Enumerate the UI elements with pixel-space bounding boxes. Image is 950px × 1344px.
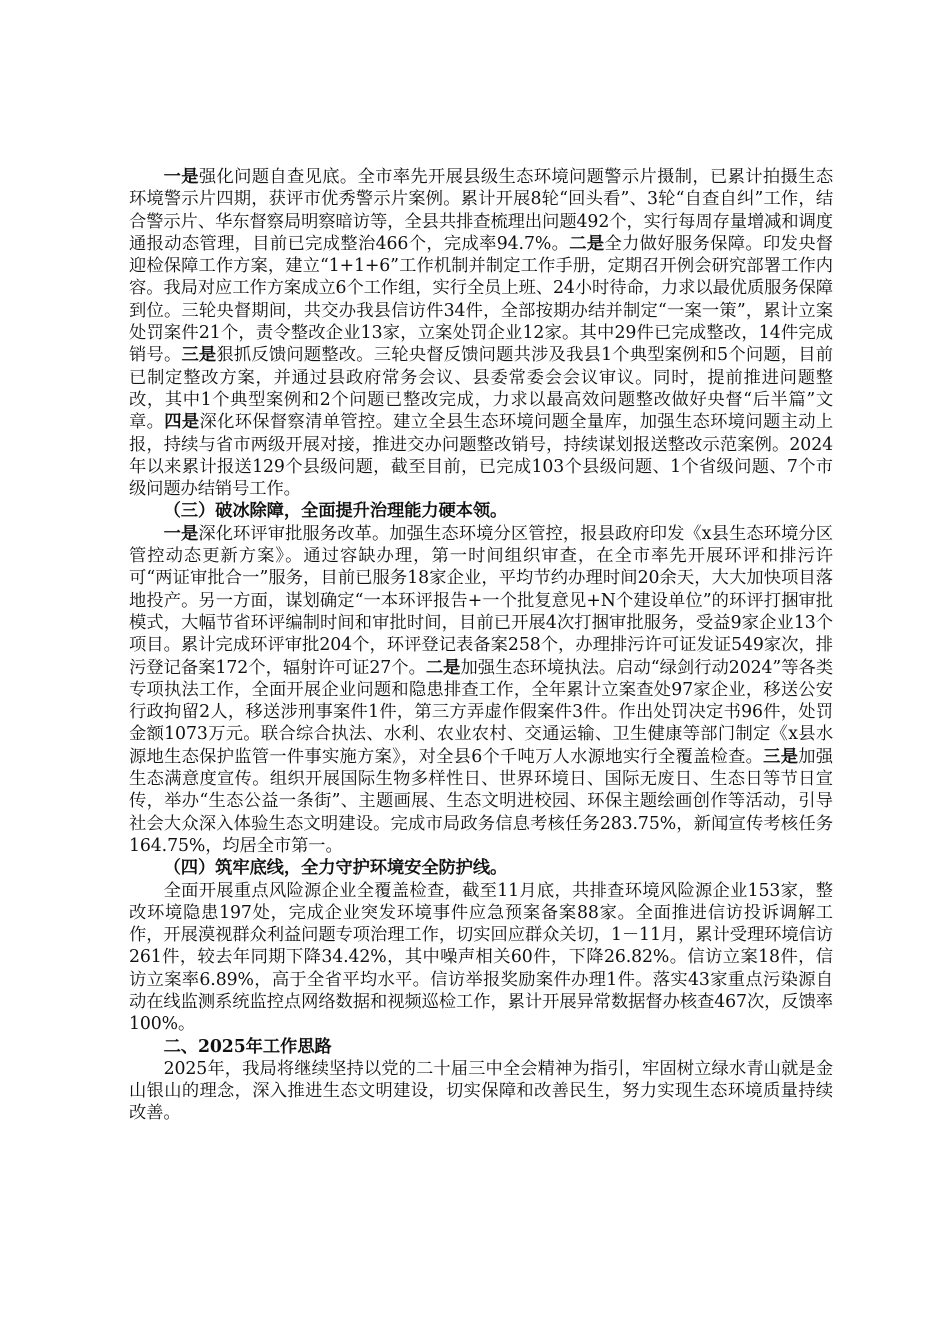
paragraph-1 (129, 166, 833, 500)
body-text: 强化问题自查见底。全市率先开展县级生态环境问题警示片摄制，已累计拍摄生态环境警示片四期，获评市优秀警示片案例。累计开展8轮“回头看”、3轮“自查自纠”工作，结合警示片、华东督察局明察暗访等，全县共排查梳理出问题492个，实行每周存量增减和调度通报动态管理，目前已完成整治466个，完成率94.7%。 (129, 167, 833, 254)
bold-lead-text: 三是 (763, 746, 799, 767)
document-body (129, 166, 833, 1125)
body-text: 2025年，我局将继续坚持以党的二十届三中全会精神为指引，牢固树立绿水青山就是金山银山的理念，深入推进生态文明建设，切实保障和改善民生，努力实现生态环境质量持续改善。 (129, 1058, 833, 1124)
bold-lead-text: 二是 (569, 233, 605, 254)
section-heading-1 (129, 500, 833, 522)
bold-lead-text: 三是 (181, 345, 217, 366)
body-text: 加强生态满意度宣传。组织开展国际生物多样性日、世界环境日、国际无废日、生态日等节日宣传，举办“生态公益一条街”、主题画展、生态文明进校园、环保主题绘画创作等活动，引导社会大众深入体验生态文明建设。完成市局政务信息考核任务283.75%，新闻宣传考核任务164.75%，均居全市第一。 (129, 746, 833, 856)
section-heading-3 (129, 1036, 833, 1058)
paragraph-3 (129, 880, 833, 1036)
bold-lead-text: 二、2025年工作思路 (163, 1036, 332, 1057)
paragraph-2 (129, 523, 833, 857)
body-text: 狠抓反馈问题整改。三轮央督反馈问题共涉及我县1个典型案例和5个问题，目前已制定整改方案，并通过县政府常务会议、县委常委会会议审议。同时，提前推进问题整改，其中1个典型案例和2个问题已整改完成，力求以最高效问题整改做好央督“后半篇”文章。 (129, 345, 833, 433)
body-text: 深化环评审批服务改革。加强生态环境分区管控，报县政府印发《x县生态环境分区管控动态更新方案》。通过容缺办理，第一时间组织审查，在全市率先开展环评和排污许可“两证审批合一”服务，目前已服务18家企业，平均节约办理时间20余天，大大加快项目落地投产。另一方面，谋划确定“一本环评报告+一个批复意见+N个建设单位”的环评打捆审批模式，大幅节省环评编制时间和审批时间，目前已开展4次打捆审批服务，受益9家企业13个项目。累计完成环评审批204个，环评登记表备案258个，办理排污许可证发证549家次，排污登记备案172个，辐射许可证27个。 (129, 523, 833, 678)
bold-lead-text: 一是 (163, 523, 199, 544)
body-text: 深化环保督察清单管控。建立全县生态环境问题全量库，加强生态环境问题主动上报，持续与省市两级开展对接，推进交办问题整改销号，持续谋划报送整改示范案例。2024年以来累计报送129个县级问题，截至目前，已完成103个县级问题、1个省级问题、7个市级问题办结销号工作。 (129, 412, 833, 500)
body-text: 全面开展重点风险源企业全覆盖检查，截至11月底，共排查环境风险源企业153家，整改环境隐患197处，完成企业突发环境事件应急预案备案88家。全面推进信访投诉调解工作，开展漠视群众利益问题专项治理工作，切实回应群众关切，1－11月，累计受理环境信访261件，较去年同期下降34.42%，其中噪声相关60件，下降26.82%。信访立案18件，信访立案率6.89%，高于全省平均水平。信访举报奖励案件办理1件。落实43家重点污染源自动在线监测系统监控点网络数据和视频巡检工作，累计开展异常数据督办核查467次，反馈率100%。 (129, 880, 833, 1035)
paragraph-4 (129, 1058, 833, 1125)
bold-lead-text: 二是 (425, 657, 461, 678)
bold-lead-text: 一是 (163, 167, 199, 187)
section-heading-2 (129, 857, 833, 879)
bold-lead-text: （三）破冰除障，全面提升治理能力硬本领。 (163, 501, 508, 522)
bold-lead-text: 四是 (164, 412, 200, 433)
body-text: 全力做好服务保障。印发央督迎检保障工作方案，建立“1+1+6”工作机制并制定工作手册，定期召开例会研究部署工作内容。我局对应工作方案成立6个工作组，实行全员上班、24小时待命，力求以最优质服务保障到位。三轮央督期间，共交办我县信访件34件，全部按期办结并制定“一案一策”，累计立案处罚案件21个，责令整改企业13家，立案处罚企业12家。其中29件已完成整改，14件完成销号。 (129, 233, 833, 366)
bold-lead-text: （四）筑牢底线，全力守护环境安全防护线。 (163, 858, 508, 879)
body-text: 加强生态环境执法。启动“绿剑行动2024”等各类专项执法工作，全面开展企业问题和隐患排查工作，全年累计立案查处97家企业，移送公安行政拘留2人，移送涉刑事案件1件，第三方弄虚作假案件3件。作出处罚决定书96件，处罚金额1073万元。联合综合执法、水利、农业农村、交通运输、卫生健康等部门制定《x县水源地生态保护监管一件事实施方案》，对全县6个千吨万人水源地实行全覆盖检查。 (129, 657, 834, 767)
